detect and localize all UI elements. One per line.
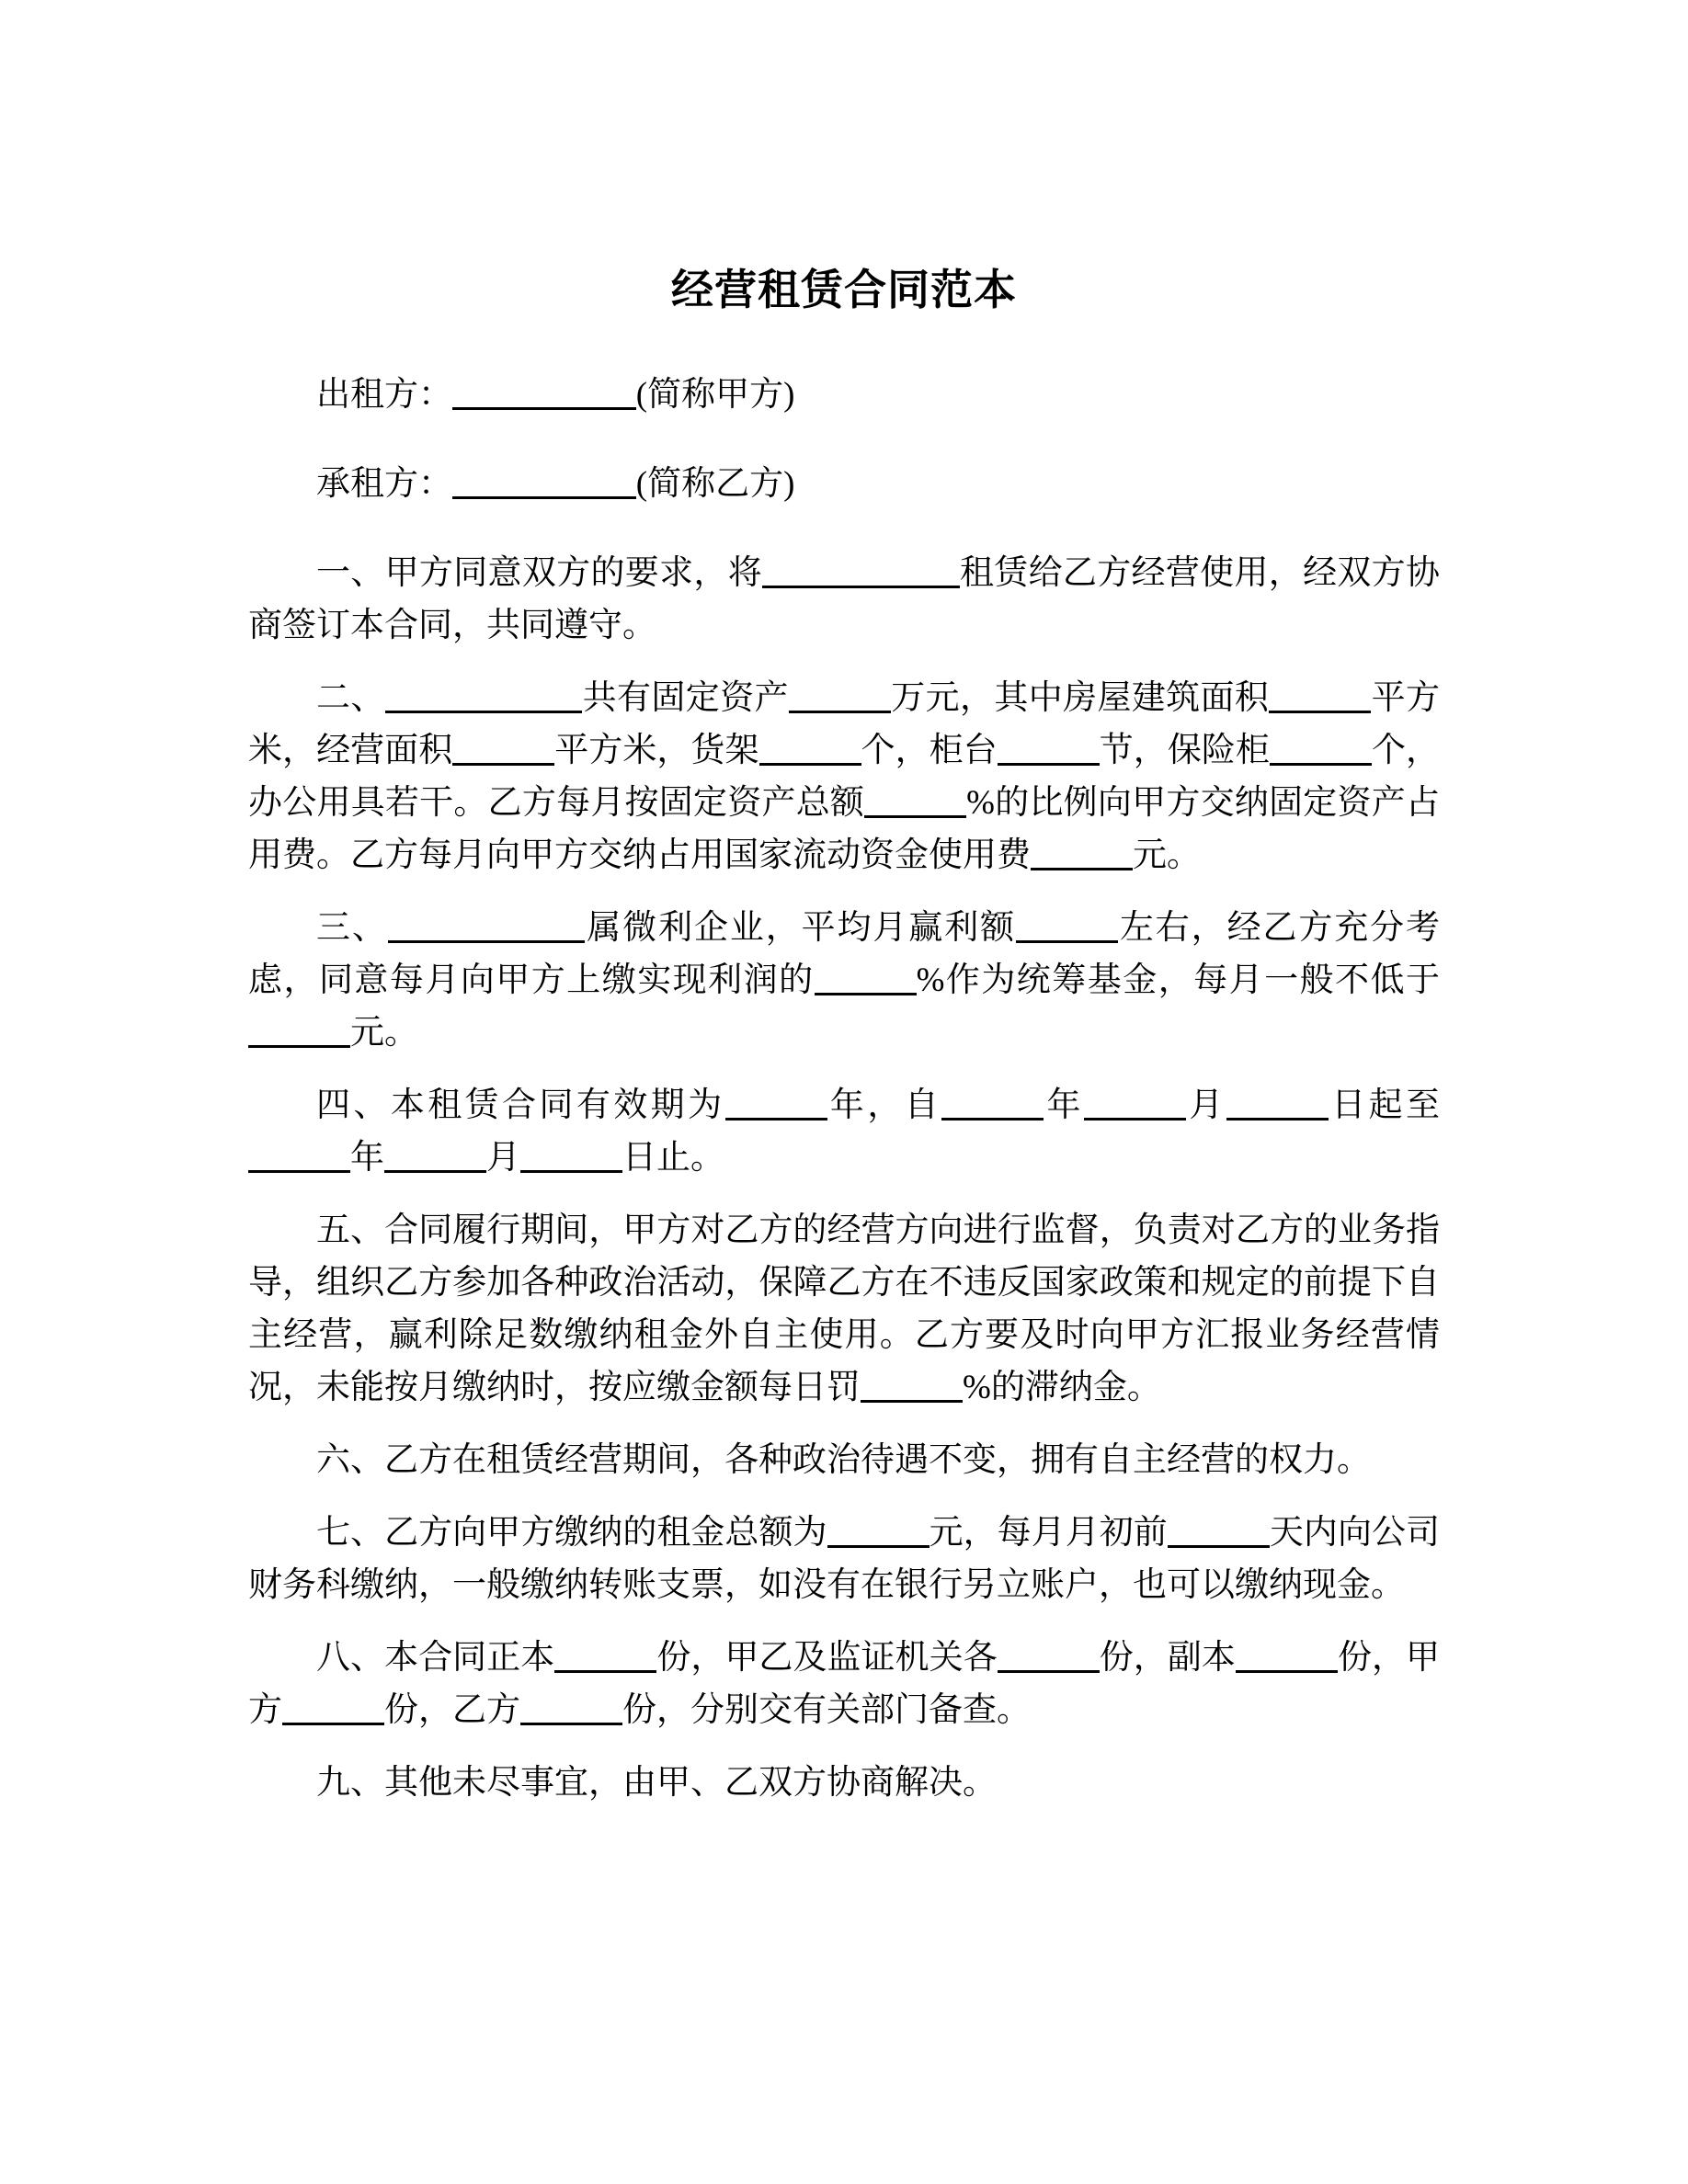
blank-field xyxy=(789,682,891,713)
blank-field xyxy=(520,1142,622,1173)
text-run: 日止。 xyxy=(622,1139,724,1177)
text-run: 个，办公用具若干。乙方每月按固定资产总额 xyxy=(248,732,1441,823)
paragraph-clause-6 xyxy=(248,1434,1440,1486)
blank-field xyxy=(554,1642,656,1673)
text-run: 六、乙方在租赁经营期间，各种政治待遇不变，拥有自主经营的权力。 xyxy=(316,1441,1371,1480)
text-run: 九、其他未尽事宜，由甲、乙双方协商解决。 xyxy=(316,1764,997,1803)
text-run: (简称乙方) xyxy=(635,465,795,504)
text-run: 年 xyxy=(1044,1086,1084,1125)
text-run: %作为统筹基金，每月一般不低于 xyxy=(916,961,1440,1000)
text-run: 承租方： xyxy=(316,465,452,504)
blank-field xyxy=(1226,1089,1329,1120)
text-run: 万元，其中房屋建筑面积 xyxy=(890,679,1270,718)
text-run: 份，甲方 xyxy=(248,1639,1441,1730)
text-run: 八、本合同正本 xyxy=(316,1639,555,1678)
text-run: (简称甲方) xyxy=(635,376,795,415)
blank-field xyxy=(1269,682,1371,713)
text-run: 七、乙方向甲方缴纳的租金总额为 xyxy=(316,1514,827,1553)
text-run: %的滞纳金。 xyxy=(963,1369,1161,1407)
blank-field xyxy=(452,379,636,410)
blank-field xyxy=(385,682,583,713)
text-run: 天内向公司财务科缴纳，一般缴纳转账支票，如没有在银行另立账户，也可以缴纳现金。 xyxy=(248,1514,1441,1605)
paragraph-clause-8 xyxy=(248,1632,1440,1736)
document-title: 经营租赁合同范本 xyxy=(671,267,1017,313)
text-run: 月 xyxy=(1185,1086,1226,1125)
paragraph-party-lessee-line xyxy=(248,458,1440,510)
blank-field xyxy=(452,468,636,499)
text-run: 共有固定资产 xyxy=(582,679,789,718)
blank-field xyxy=(827,1517,930,1548)
blank-field xyxy=(1270,734,1372,766)
text-run: 年，自 xyxy=(827,1086,942,1125)
blank-field xyxy=(861,1371,963,1403)
text-run: 属微利企业，平均月赢利额 xyxy=(585,909,1016,948)
paragraph-clause-3 xyxy=(248,902,1440,1059)
blank-field xyxy=(1168,1517,1270,1548)
blank-field xyxy=(1031,839,1133,870)
document-body xyxy=(248,369,1440,1809)
blank-field xyxy=(941,1089,1044,1120)
text-run: 租赁给乙方经营使用，经双方协商签订本合同，共同遵守。 xyxy=(248,554,1440,645)
text-run: %的比例向甲方交纳固定资产占用费。乙方每月向甲方交纳占用国家流动资金使用费 xyxy=(248,784,1441,875)
text-run: 平方米，货架 xyxy=(554,732,759,770)
paragraph-clause-2 xyxy=(248,672,1440,882)
blank-field xyxy=(282,1694,384,1725)
text-run: 个，柜台 xyxy=(861,732,998,770)
paragraph-clause-7 xyxy=(248,1507,1440,1611)
paragraph-clause-4 xyxy=(248,1079,1440,1184)
text-run: 份，甲乙及监证机关各 xyxy=(656,1639,998,1678)
text-run: 节，保险柜 xyxy=(1099,732,1270,770)
text-run: 日起至 xyxy=(1328,1086,1441,1125)
paragraph-party-lessor-line xyxy=(248,369,1440,421)
paragraph-clause-9 xyxy=(248,1757,1440,1809)
text-run: 元。 xyxy=(1133,836,1201,875)
blank-field xyxy=(762,557,960,588)
blank-field xyxy=(725,1089,827,1120)
blank-field xyxy=(384,1142,486,1173)
blank-field xyxy=(759,734,861,766)
text-run: 出租方： xyxy=(316,376,452,415)
blank-field xyxy=(248,1017,350,1048)
text-run: 年 xyxy=(350,1139,384,1177)
paragraph-clause-1 xyxy=(248,547,1440,652)
blank-field xyxy=(998,734,1100,766)
blank-field xyxy=(248,1142,350,1173)
blank-field xyxy=(1236,1642,1338,1673)
text-run: 左右，经乙方充分考虑，同意每月向甲方上缴实现利润的 xyxy=(248,909,1441,1000)
blank-field xyxy=(1084,1089,1186,1120)
text-run: 元。 xyxy=(350,1014,418,1052)
text-run: 二、 xyxy=(316,679,385,718)
text-run: 月 xyxy=(486,1139,520,1177)
text-run: 份，分别交有关部门备查。 xyxy=(622,1691,1031,1730)
text-run: 份，副本 xyxy=(1099,1639,1236,1678)
text-run: 四、本租赁合同有效期为 xyxy=(316,1086,725,1125)
blank-field xyxy=(388,912,586,943)
blank-field xyxy=(1016,912,1118,943)
text-run: 一、甲方同意双方的要求，将 xyxy=(316,554,763,593)
blank-field xyxy=(815,964,917,995)
text-run: 元，每月月初前 xyxy=(929,1514,1168,1553)
text-run: 平方米，经营面积 xyxy=(248,679,1441,770)
blank-field xyxy=(452,734,554,766)
text-run: 份，乙方 xyxy=(384,1691,520,1730)
paragraph-clause-5 xyxy=(248,1204,1440,1414)
blank-field xyxy=(998,1642,1100,1673)
text-run: 三、 xyxy=(316,909,388,948)
text-run: 五、合同履行期间，甲方对乙方的经营方向进行监督，负责对乙方的业务指导，组织乙方参加各种政治活动，保障乙方在不违反国家政策和规定的前提下自主经营，赢利除足数缴纳租金外自主使用。乙方要及时向甲方汇报业务经营情况，未能按月缴纳时，按应缴金额每日罚 xyxy=(248,1211,1440,1407)
blank-field xyxy=(520,1694,622,1725)
blank-field xyxy=(864,787,966,818)
